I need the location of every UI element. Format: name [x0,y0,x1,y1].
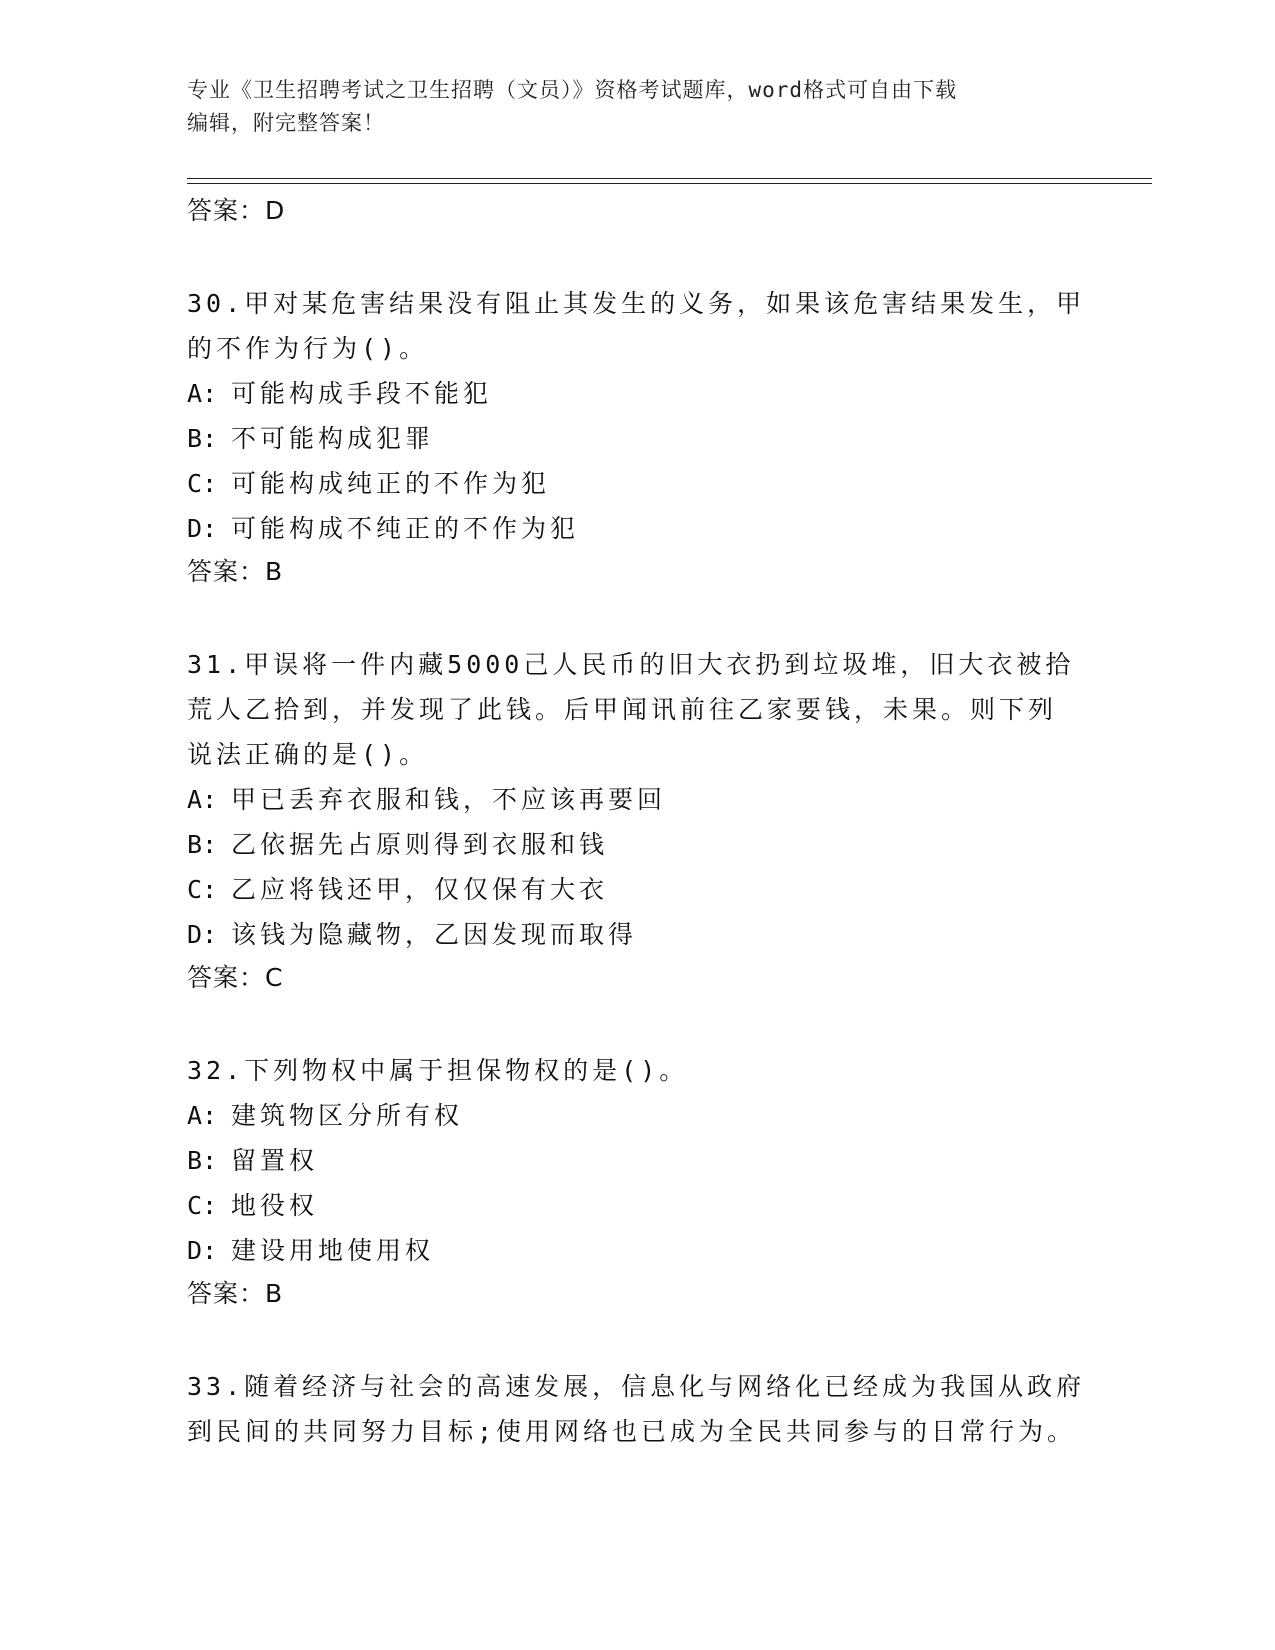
question-stem [187,1044,1092,1093]
option-d: D: 可能构成不纯正的不作为犯 [187,514,580,543]
stem-line: 到民间的共同努力目标;使用网络也已成为全民共同参与的日常行为。 [187,1417,1077,1446]
option-a: A: 可能构成手段不能犯 [187,379,493,408]
stem-line: 的不作为行为()。 [187,334,429,363]
question-stem [187,277,1092,371]
answer-29: 答案：D [187,196,286,225]
option-b: B: 乙依据先占原则得到衣服和钱 [187,830,609,859]
option-a: A: 建筑物区分所有权 [187,1101,464,1130]
question-31 [187,638,1092,999]
question-list [187,190,1092,1454]
header-rule-bottom [187,183,1152,184]
question-stem [187,638,1092,777]
option-b: B: 留置权 [187,1146,319,1175]
question-30 [187,277,1092,593]
stem-line: 30.甲对某危害结果没有阻止其发生的义务，如果该危害结果发生，甲 [187,289,1086,318]
stem-line: 33.随着经济与社会的高速发展，信息化与网络化已经成为我国从政府 [187,1372,1086,1401]
option-c: C: 地役权 [187,1191,319,1220]
answer-32: 答案：B [187,1279,284,1308]
question-stem [187,1360,1092,1454]
option-c: C: 可能构成纯正的不作为犯 [187,469,551,498]
answer-31: 答案：C [187,963,284,992]
question-32 [187,1044,1092,1315]
question-33 [187,1360,1092,1454]
stem-line: 31.甲误将一件内藏5000己人民币的旧大衣扔到垃圾堆，旧大衣被拾 [187,650,1075,679]
stem-line: 荒人乙拾到，并发现了此钱。后甲闻讯前往乙家要钱，未果。则下列 [187,695,1058,724]
option-a: A: 甲已丢弃衣服和钱，不应该再要回 [187,785,667,814]
header-line-2: 编辑，附完整答案！ [187,111,385,135]
answer-30: 答案：B [187,557,284,586]
stem-line: 说法正确的是()。 [187,740,429,769]
option-d: D: 建设用地使用权 [187,1236,435,1265]
option-b: B: 不可能构成犯罪 [187,424,435,453]
document-header [187,74,1087,140]
header-line-1: 专业《卫生招聘考试之卫生招聘（文员）》资格考试题库，word格式可自由下载 [187,78,958,102]
option-c: C: 乙应将钱还甲，仅仅保有大衣 [187,875,609,904]
stem-line: 32.下列物权中属于担保物权的是()。 [187,1056,689,1085]
option-d: D: 该钱为隐藏物，乙因发现而取得 [187,920,638,949]
header-rule-top [187,178,1152,179]
